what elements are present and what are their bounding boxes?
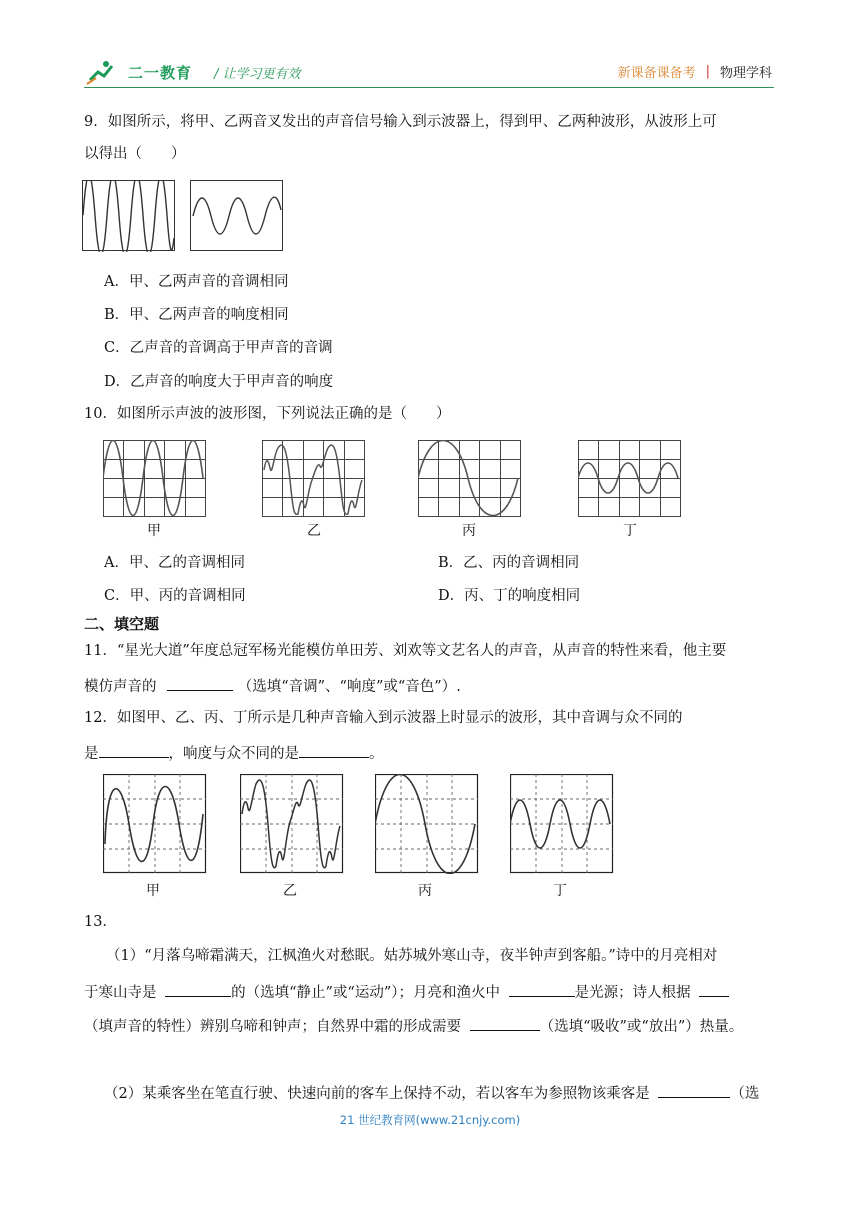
q10-caption-yi: 乙 [307,523,321,539]
q9-wave-yi [190,180,284,252]
q13-text-e: （选填“吸收”或“放出”）热量。 [539,1019,744,1035]
q13-sound-property-blank[interactable] [699,981,729,997]
header-divider [84,87,774,88]
q13-text-b: 的（选填“静止”或“运动”）；月亮和渔火中 [231,985,501,1001]
q9-wave-jia [82,180,176,252]
q9-stem-line2: 以得出（ ） [84,146,186,162]
q11-line2 [84,675,461,697]
q12-line2 [84,742,384,764]
q13-number: 13． [84,914,117,930]
q12-caption-jia: 甲 [146,883,160,899]
q12-wave-ding [510,774,614,874]
header-subject: 物理学科 [719,66,772,81]
q12-wave-jia [103,774,207,874]
q12-text-b: ，响度与众不同的是 [168,746,299,762]
header-separator: | [705,64,710,79]
q10-option-d: D．丙、丁的响度相同 [438,588,581,604]
q10-option-c: C．甲、丙的音调相同 [104,588,246,604]
q10-wave-yi [262,440,366,518]
header-brand [84,58,301,86]
q10-caption-bing: 丙 [462,523,476,539]
q9-stem-line1: 9．如图所示，将甲、乙两音叉发出的声音信号输入到示波器上，得到甲、乙两种波形，从波形上可 [84,114,717,130]
q9-option-d: D．乙声音的响度大于甲声音的响度 [104,374,334,390]
q12-caption-bing: 丙 [418,883,432,899]
q11-answer-blank[interactable] [167,675,233,691]
slogan: / 让学习更有效 [214,66,301,82]
q13-p2-blank[interactable] [658,1082,730,1098]
header-right [618,62,772,81]
section-title: 二、填空题 [84,615,160,633]
header-course-label: 新课备课备考 [617,66,696,81]
q10-caption-jia: 甲 [147,523,161,539]
q13-p2-text-b: （选 [730,1086,760,1102]
q11-line1: 11．“星光大道”年度总冠军杨光能模仿单田芳、刘欢等文艺名人的声音，从声音的特性来看，他主要 [84,643,727,659]
q13-text-a: 于寒山寺是 [84,985,157,1001]
q13-text-c: 是光源；诗人根据 [574,985,691,1001]
q12-pitch-blank[interactable] [99,742,169,758]
brand-name: 二一教育 [128,63,193,82]
q9-option-b: B．甲、乙两声音的响度相同 [104,307,289,323]
footer-link[interactable]: 21 世纪教育网(www.21cnjy.com) [339,1113,521,1127]
runner-logo-icon [84,58,120,86]
q13-heat-blank[interactable] [470,1015,540,1031]
q12-text-a: 是 [84,746,99,762]
q9-option-c: C．乙声音的音调高于甲声音的音调 [104,340,333,356]
q13-p1-line3 [84,1015,743,1037]
q13-p2 [104,1082,759,1104]
q10-option-b: B．乙、丙的音调相同 [438,555,580,571]
q9-option-a: A．甲、乙两声音的音调相同 [104,274,289,290]
q10-stem: 10．如图所示声波的波形图，下列说法正确的是（ ） [84,406,451,422]
q13-p1-line1: （1）“月落乌啼霜满天，江枫渔火对愁眠。姑苏城外寒山寺，夜半钟声到客船。”诗中的月亮相对 [106,948,718,964]
q13-light-source-blank[interactable] [509,981,575,997]
q10-wave-jia [103,440,207,518]
q13-relative-motion-blank[interactable] [165,981,231,997]
q12-text-c: 。 [369,746,384,762]
q12-loudness-blank[interactable] [299,742,369,758]
q12-wave-yi [240,774,344,874]
q13-p1-line2 [84,981,729,1003]
q12-caption-yi: 乙 [283,883,297,899]
q13-text-d: （填声音的特性）辨别乌啼和钟声；自然界中霜的形成需要 [84,1019,461,1035]
q12-line1: 12．如图甲、乙、丙、丁所示是几种声音输入到示波器上时显示的波形，其中音调与众不同的 [84,710,683,726]
q12-wave-bing [375,774,479,874]
q10-option-a: A．甲、乙的音调相同 [104,555,245,571]
q11-text-a: 模仿声音的 [84,679,157,695]
q13-p2-text-a: （2）某乘客坐在笔直行驶、快速向前的客车上保持不动，若以客车为参照物该乘客是 [104,1086,650,1102]
q10-wave-bing [418,440,522,518]
q10-wave-ding [578,440,682,518]
q10-caption-ding: 丁 [623,523,637,539]
q11-text-b: （选填“音调”、“响度”或“音色”）. [237,679,461,695]
q12-caption-ding: 丁 [553,883,567,899]
